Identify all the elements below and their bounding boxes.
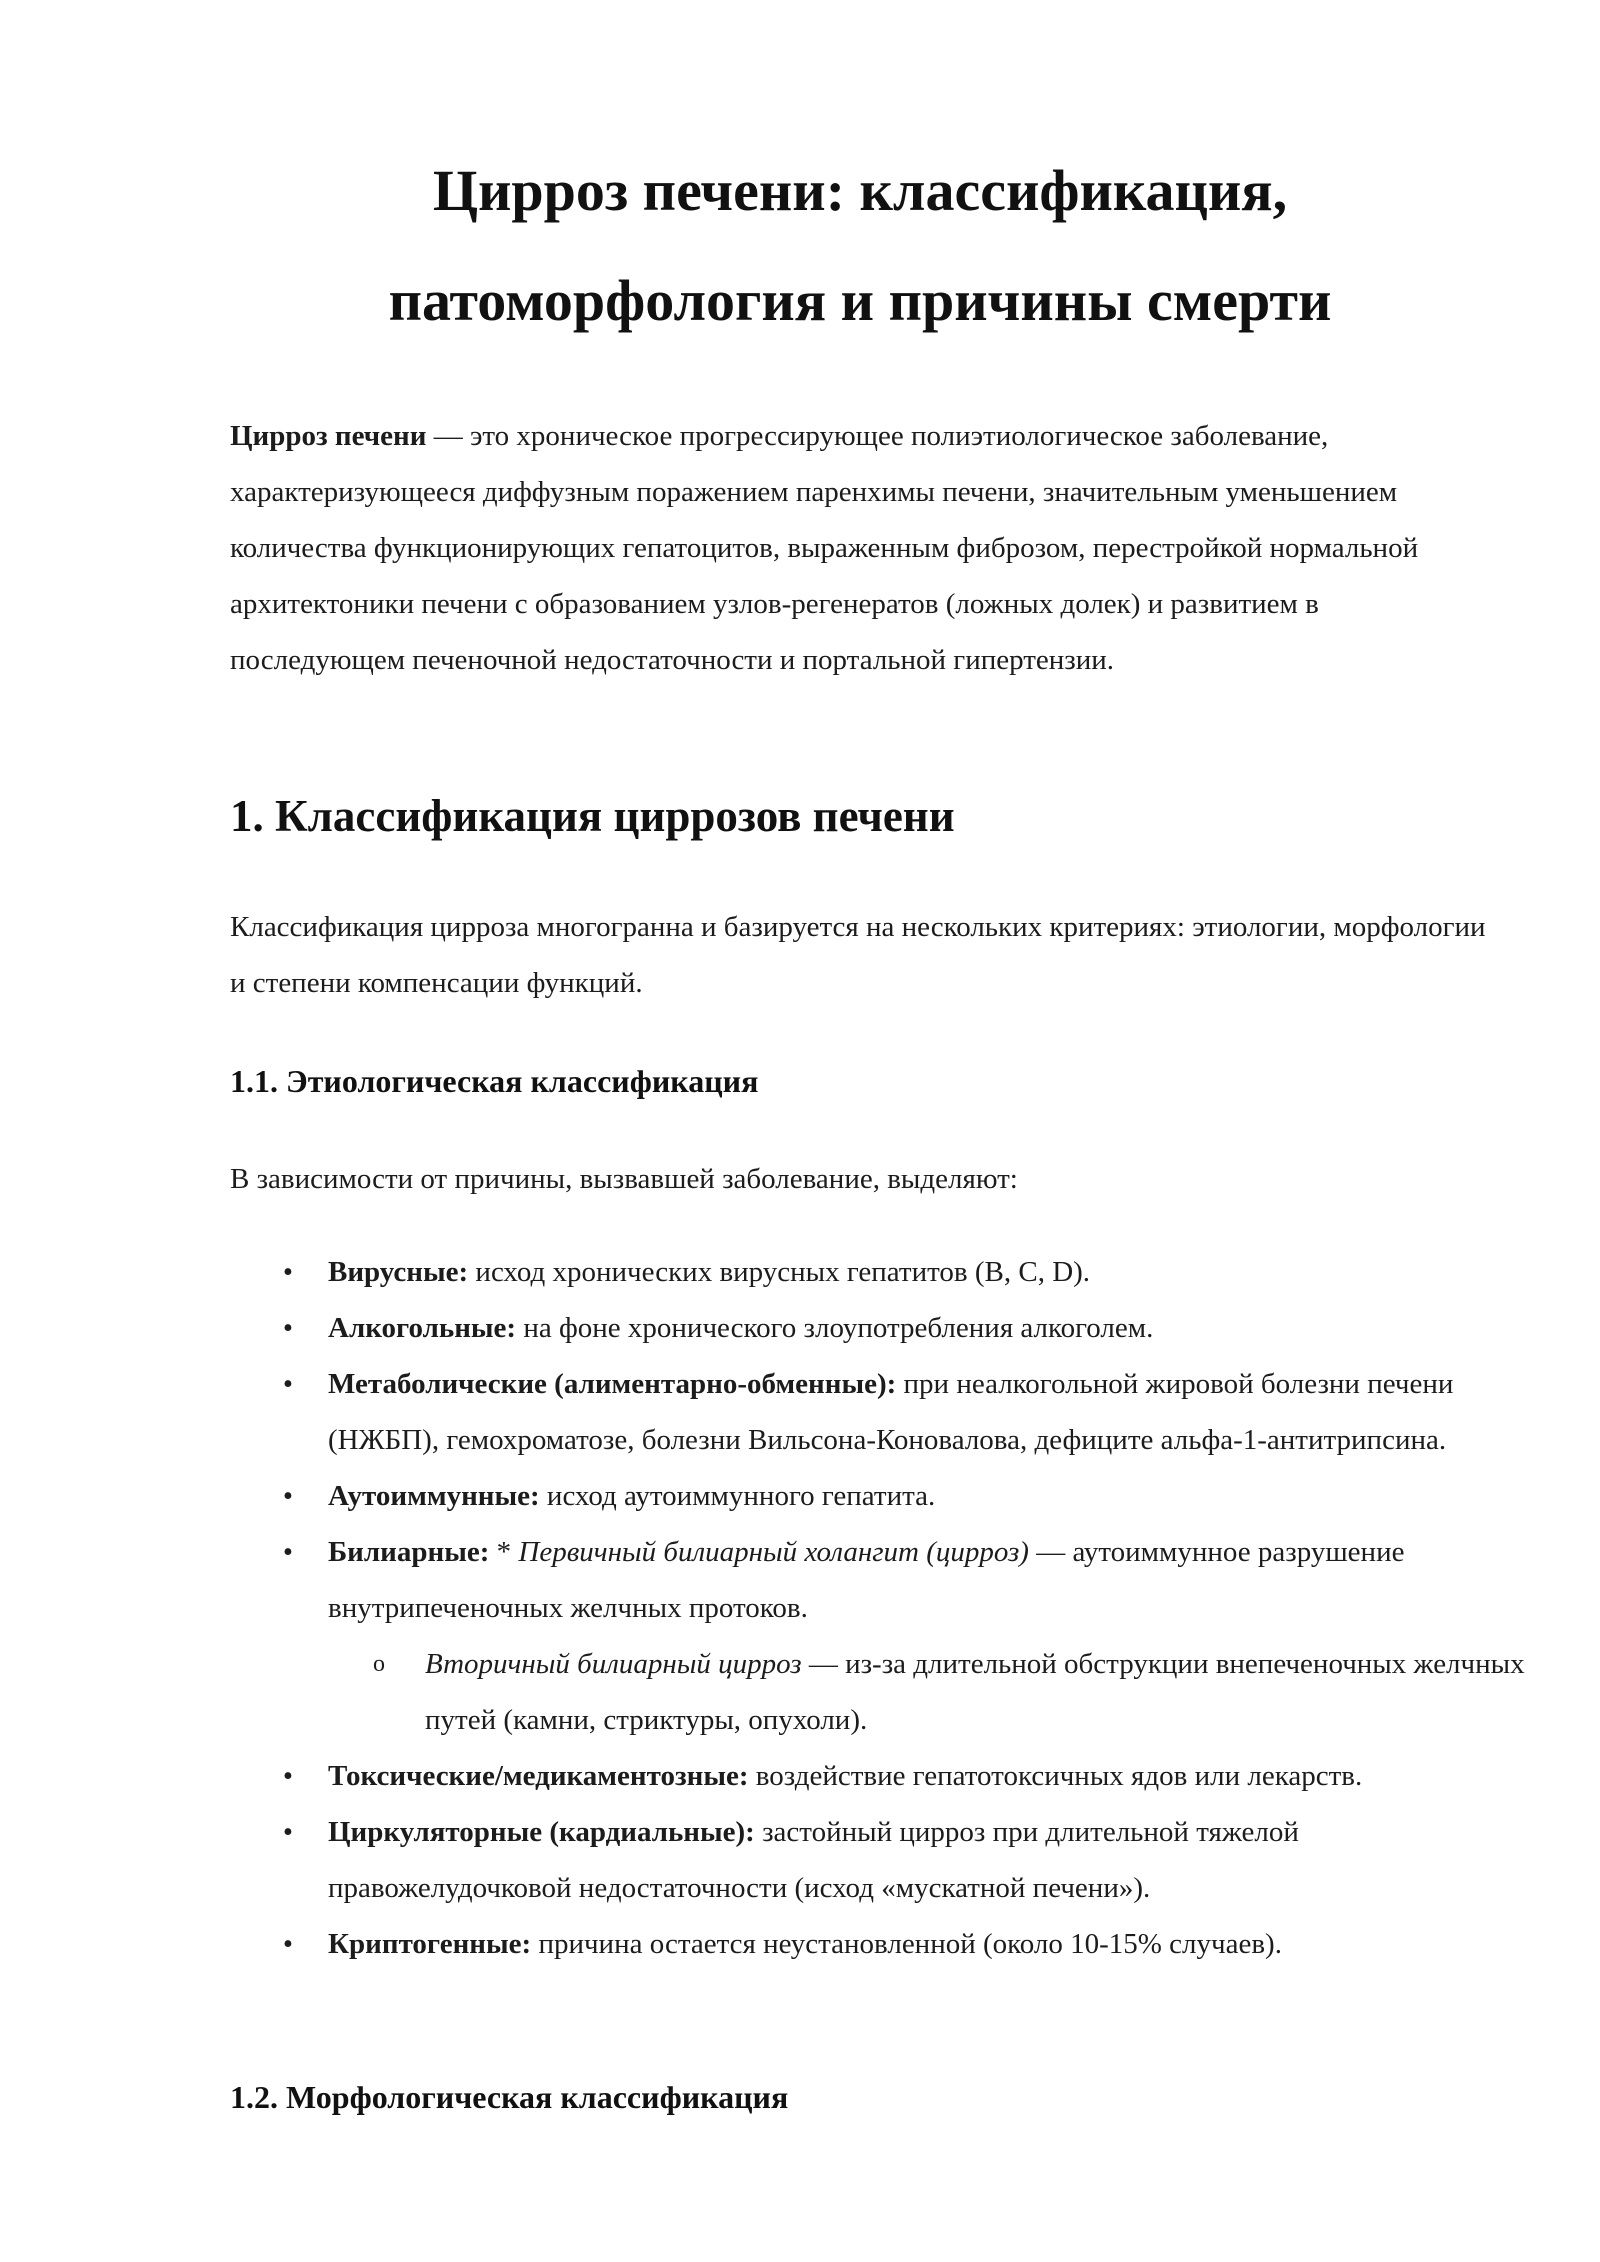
list-item [230,1468,1530,1524]
bullet-icon: • [282,1760,294,1792]
bullet-icon: • [282,1368,294,1400]
document-title [230,136,1490,356]
list-item [230,1916,1530,1972]
classification-paragraph: Классификация цирроза многогранна и базируется на нескольких критериях: этиологии, морфологии и степени компенсации функций. [230,911,1486,999]
list-item [230,1244,1530,1300]
subsection-heading-morphological: 1.2. Морфологическая классификация [230,2079,789,2115]
sub-list-item-text: — из-за длительной обструкции внепеченочных желчных путей (камни, стриктуры, опухоли). [425,1648,1525,1736]
circle-bullet-icon: o [373,1651,385,1677]
list-item-text: застойный цирроз при длительной тяжелой правожелудочковой недостаточности (исход «мускатной печени»). [328,1816,1299,1904]
title-line-1: Цирроз печени: классификация, [432,158,1288,223]
etiological-intro-paragraph: В зависимости от причины, вызвавшей заболевание, выделяют: [230,1163,1018,1195]
bullet-icon: • [282,1536,294,1568]
list-item [230,1748,1530,1804]
biliary-sublist [328,1636,1530,1748]
list-item-label: Аутоиммунные: [328,1480,540,1512]
list-item-label: Алкогольные: [328,1312,517,1344]
list-item-text: причина остается неустановленной (около 10-15% случаев). [531,1928,1282,1960]
intro-term: Цирроз печени [230,420,427,452]
bullet-icon: • [282,1928,294,1960]
list-item-label: Метаболические (алиментарно-обменные): [328,1368,897,1400]
list-item-label: Вирусные: [328,1256,469,1288]
list-item-label: Билиарные: [328,1536,490,1568]
etiology-list [230,1244,1530,1972]
subsection-heading-etiological: 1.1. Этиологическая классификация [230,1063,759,1099]
bullet-icon: • [282,1816,294,1848]
list-item-text: на фоне хронического злоупотребления алкоголем. [516,1312,1154,1344]
sub-list-item-italic: Вторичный билиарный цирроз [425,1648,802,1680]
intro-paragraph [230,408,1500,688]
list-item [230,1804,1530,1916]
list-item-prefix: * [489,1536,519,1568]
sub-list-item [328,1636,1530,1748]
list-item [230,1356,1530,1468]
list-item-label: Криптогенные: [328,1928,532,1960]
intro-text: — это хроническое прогрессирующее полиэтиологическое заболевание, характеризующееся диффузным поражением паренхимы печени, значительным уменьшением количества функционирующих гепатоцитов, выраженным фиброзом, перестройкой нормальной архитектоники печени с образованием узлов-регенератов (ложных долек) и развитием в последующем печеночной недостаточности и портальной гипертензии. [230,420,1419,676]
list-item-text: — аутоиммунное разрушение внутрипеченочных желчных протоков. [328,1536,1405,1624]
list-item-text: исход аутоиммунного гепатита. [539,1480,936,1512]
bullet-icon: • [282,1312,294,1344]
list-item-label: Циркуляторные (кардиальные): [328,1816,755,1848]
list-item [230,1524,1530,1748]
list-item-text: воздействие гепатотоксичных ядов или лекарств. [748,1760,1363,1792]
list-item-text: при неалкогольной жировой болезни печени (НЖБП), гемохроматозе, болезни Вильсона-Коновалова, дефиците альфа-1-антитрипсина. [328,1368,1454,1456]
bullet-icon: • [282,1480,294,1512]
bullet-icon: • [282,1256,294,1288]
title-line-2: патоморфология и причины смерти [388,268,1332,333]
list-item-label: Токсические/медикаментозные: [328,1760,749,1792]
list-item-italic: Первичный билиарный холангит (цирроз) [518,1536,1029,1568]
section-heading-classification: 1. Классификация циррозов печени [230,791,955,841]
list-item-text: исход хронических вирусных гепатитов (B, C, D). [468,1256,1091,1288]
list-item [230,1300,1530,1356]
